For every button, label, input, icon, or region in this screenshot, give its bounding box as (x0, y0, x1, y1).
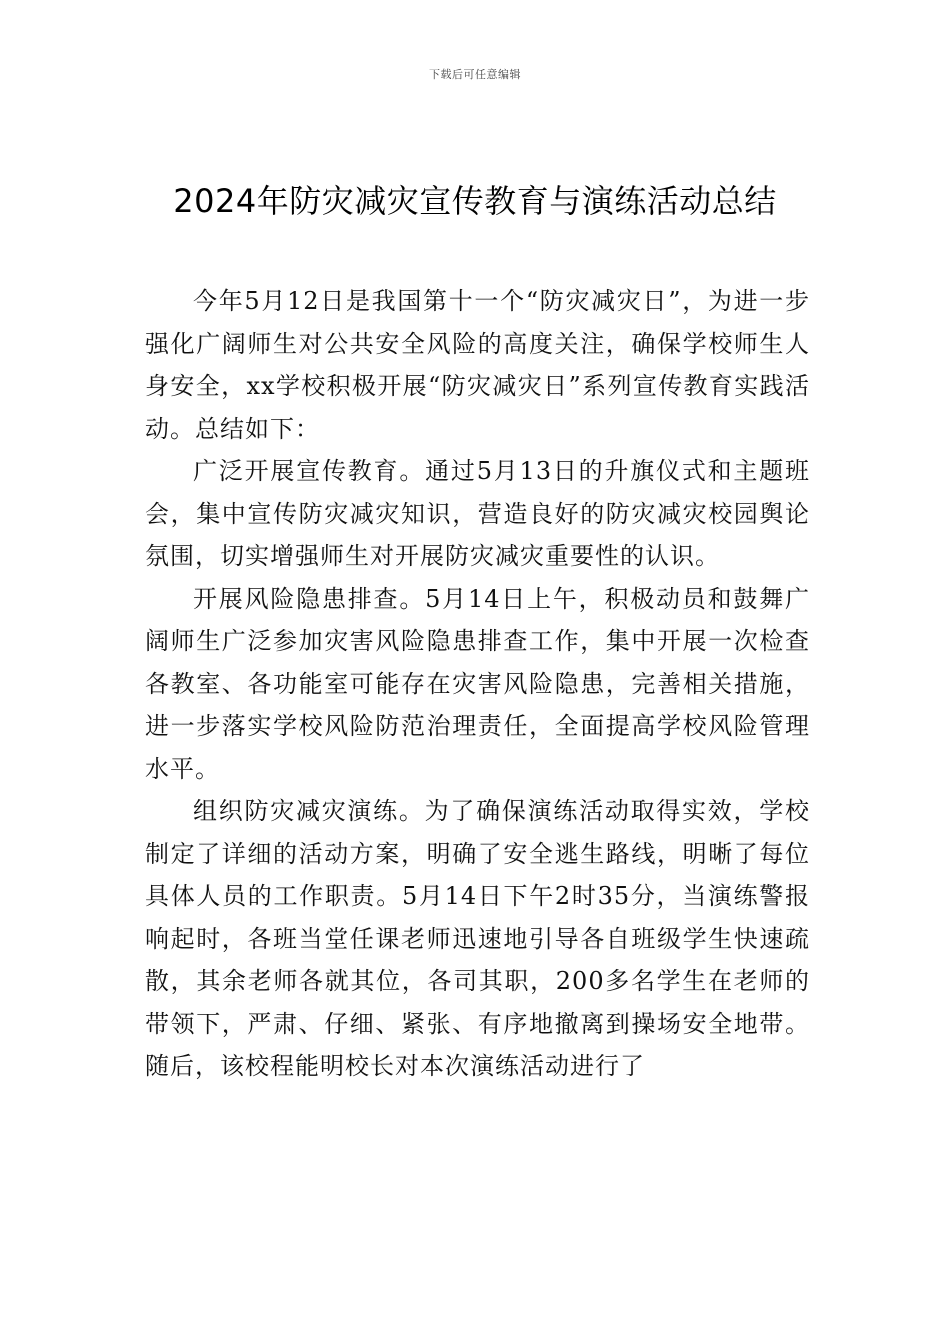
paragraph-risk-inspection: 开展风险隐患排查。5月14日上午，积极动员和鼓舞广阔师生广泛参加灾害风险隐患排查工作，集中开展一次检查各教室、各功能室可能存在灾害风险隐患，完善相关措施，进一步落实学校风险防范治理责任，全面提高学校风险管理水平。 (145, 584, 810, 783)
paragraph-publicity: 广泛开展宣传教育。通过5月13日的升旗仪式和主题班会，集中宣传防灾减灾知识，营造良好的防灾减灾校园舆论氛围，切实增强师生对开展防灾减灾重要性的认识。 (145, 457, 810, 570)
document-body (145, 280, 810, 1088)
paragraph-drill: 组织防灾减灾演练。为了确保演练活动取得实效，学校制定了详细的活动方案，明确了安全逃生路线，明晰了每位具体人员的工作职责。5月14日下午2时35分，当演练警报响起时，各班当堂任课老师迅速地引导各自班级学生快速疏散，其余老师各就其位，各司其职，200多名学生在老师的带领下，严肃、仔细、紧张、有序地撤离到操场安全地带。随后，该校程能明校长对本次演练活动进行了 (145, 797, 810, 1080)
header-note: 下载后可任意编辑 (429, 68, 521, 81)
document-title: 2024年防灾减灾宣传教育与演练活动总结 (173, 182, 777, 220)
paragraph-intro: 今年5月12日是我国第十一个“防灾减灾日”，为进一步强化广阔师生对公共安全风险的高度关注，确保学校师生人身安全，xx学校积极开展“防灾减灾日”系列宣传教育实践活动。总结如下： (145, 287, 810, 443)
